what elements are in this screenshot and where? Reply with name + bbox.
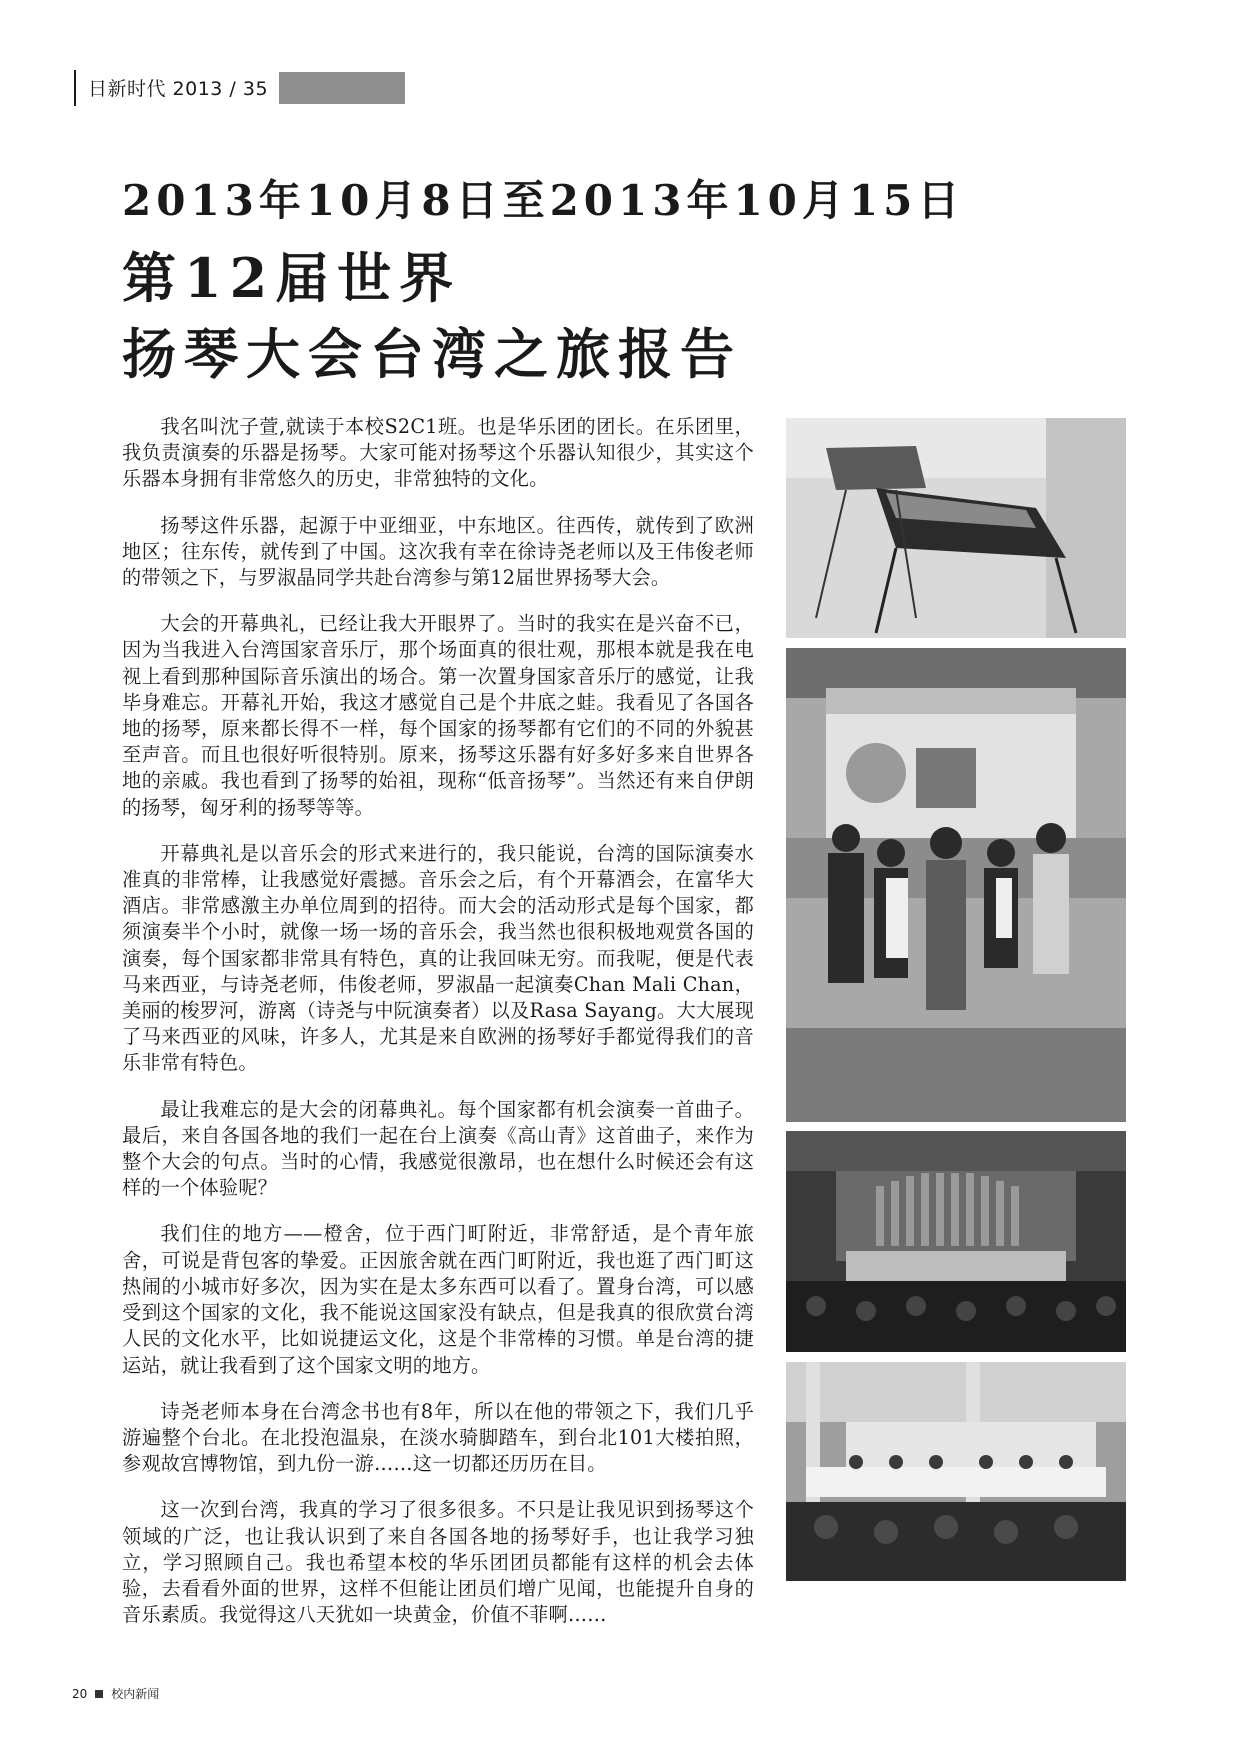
photo-conference-panel bbox=[786, 1362, 1126, 1581]
section-name: 校内新闻 bbox=[111, 1687, 160, 1701]
article-body bbox=[122, 414, 754, 1648]
page-number: 20 bbox=[72, 1686, 88, 1701]
paragraph: 我名叫沈子萱,就读于本校S2C1班。也是华乐团的团长。在乐团里，我负责演奏的乐器是扬琴。大家可能对扬琴这个乐器认知很少，其实这个乐器本身拥有非常悠久的历史，非常独特的文化。 bbox=[122, 415, 754, 491]
article-title-line-2: 扬琴大会台湾之旅报告 bbox=[122, 322, 742, 386]
paragraph: 这一次到台湾，我真的学习了很多很多。不只是让我见识到扬琴这个领域的广泛，也让我认识到了来自各国各地的扬琴好手，也让我学习独立，学习照顾自己。我也希望本校的华乐团团员都能有这样的机会去体验，去看看外面的世界，这样不但能让团员们增广见闻，也能提升自身的音乐素质。我觉得这八天犹如一块黄金，价值不菲啊…… bbox=[122, 1498, 754, 1627]
square-bullet-icon bbox=[95, 1690, 103, 1698]
paragraph: 我们住的地方——橙舍，位于西门町附近，非常舒适，是个青年旅舍，可说是背包客的挚爱。正因旅舍就在西门町附近，我也逛了西门町这热闹的小城市好多次，因为实在是太多东西可以看了。置身台湾，可以感受到这个国家的文化，我不能说这国家没有缺点，但是我真的很欣赏台湾人民的文化水平，比如说捷运文化，这是个非常棒的习惯。单是台湾的捷运站，就让我看到了这个国家文明的地方。 bbox=[122, 1222, 754, 1377]
photo-concert-hall bbox=[786, 1131, 1126, 1352]
photo-group-in-hall bbox=[786, 648, 1126, 1122]
issue-label: 日新时代 2013 / 35 bbox=[88, 78, 269, 100]
paragraph: 扬琴这件乐器，起源于中亚细亚，中东地区。往西传，就传到了欧洲地区；往东传，就传到了中国。这次我有幸在徐诗尧老师以及王伟俊老师的带领之下，与罗淑晶同学共赴台湾参与第12届世界扬琴大会。 bbox=[122, 513, 754, 590]
header-gray-bar bbox=[279, 72, 405, 104]
paragraph: 诗尧老师本身在台湾念书也有8年，所以在他的带领之下，我们几乎游遍整个台北。在北投泡温泉，在淡水骑脚踏车，到台北101大楼拍照，参观故宫博物馆，到九份一游……这一切都还历历在目。 bbox=[122, 1399, 754, 1476]
header-rule bbox=[74, 70, 76, 106]
photo-yangqin-instrument bbox=[786, 418, 1126, 638]
paragraph: 开幕典礼是以音乐会的形式来进行的，我只能说，台湾的国际演奏水准真的非常棒，让我感觉好震撼。音乐会之后，有个开幕酒会，在富华大酒店。非常感激主办单位周到的招待。而大会的活动形式是每个国家，都须演奏半个小时，就像一场一场的音乐会，我当然也很积极地观赏各国的演奏，每个国家都非常具有特色，真的让我回味无穷。而我呢，便是代表马来西亚，与诗尧老师，伟俊老师，罗淑晶一起演奏Chan Mali Chan，美丽的梭罗河，游离（诗尧与中阮演奏者）以及Rasa Sayang。大大展现了马来西亚的风味，许多人，尤其是来自欧洲的扬琴好手都觉得我们的音乐非常有特色。 bbox=[122, 841, 754, 1075]
page-footer bbox=[72, 1685, 159, 1702]
paragraph: 大会的开幕典礼，已经让我大开眼界了。当时的我实在是兴奋不已，因为当我进入台湾国家音乐厅，那个场面真的很壮观，那根本就是我在电视上看到那种国际音乐演出的场合。第一次置身国家音乐厅的感觉，让我毕身难忘。开幕礼开始，我这才感觉自己是个井底之蛙。我看见了各国各地的扬琴，原来都长得不一样，每个国家的扬琴都有它们的不同的外貌甚至声音。而且也很好听很特别。原来，扬琴这乐器有好多好多来自世界各地的亲戚。我也看到了扬琴的始祖，现称“低音扬琴”。当然还有来自伊朗的扬琴，匈牙利的扬琴等等。 bbox=[122, 612, 754, 819]
article-date-range: 2013年10月8日至2013年10月15日 bbox=[122, 176, 965, 225]
article-title-line-1: 第12届世界 bbox=[122, 246, 462, 310]
paragraph: 最让我难忘的是大会的闭幕典礼。每个国家都有机会演奏一首曲子。最后，来自各国各地的我们一起在台上演奏《高山青》这首曲子，来作为整个大会的句点。当时的心情，我感觉很激昂，也在想什么时候还会有这样的一个体验呢？ bbox=[122, 1097, 754, 1200]
